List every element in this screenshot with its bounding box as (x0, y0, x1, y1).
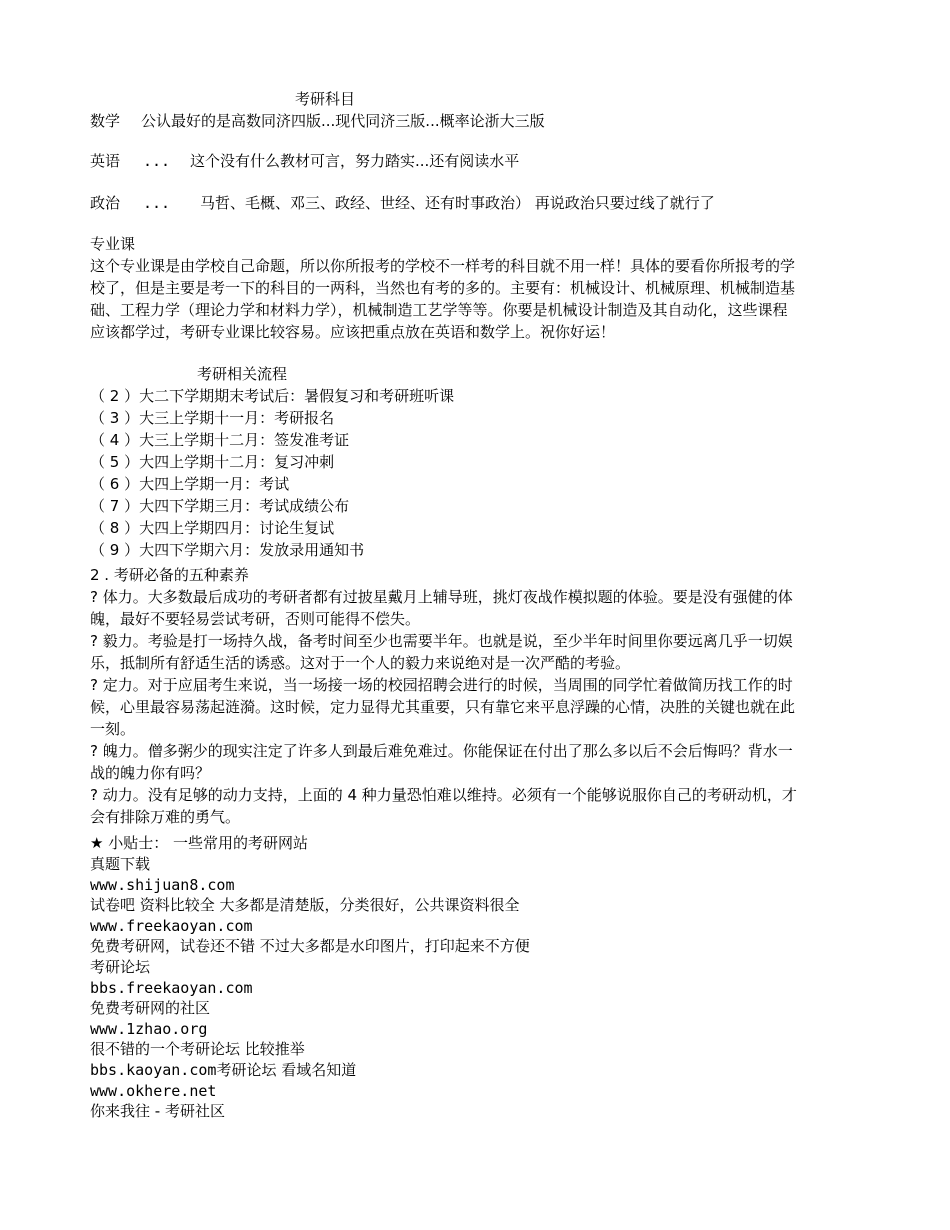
process-list (90, 385, 870, 561)
english-text: 这个没有什么教材可言，努力踏实...还有阅读水平 (190, 152, 520, 170)
qualities-heading: 2 . 考研必备的五种素养 (90, 566, 249, 584)
math-text: 公认最好的是高数同济四版...现代同济三版...概率论浙大三版 (141, 112, 545, 130)
tips-list (90, 854, 870, 1122)
quality-line: 会有排除万难的勇气。 (90, 808, 241, 826)
site-url[interactable]: bbs.freekaoyan.com (90, 978, 253, 997)
quality-line: ? 动力。没有足够的动力支持，上面的 4 种力量恐怕难以维持。必须有一个能够说服你自己的考研动机，才 (90, 786, 797, 804)
process-step: （ 7 ）大四下学期三月：考试成绩公布 (90, 497, 350, 515)
process-step: （ 6 ）大四上学期一月：考试 (90, 475, 290, 493)
quality-line: ? 毅力。考验是打一场持久战，备考时间至少也需要半年。也就是说，至少半年时间里你要远离几乎一切娱 (90, 632, 793, 650)
process-step: （ 4 ）大三上学期十二月：签发准考证 (90, 431, 350, 449)
english-dots: ... (143, 152, 171, 170)
site-url[interactable]: bbs.kaoyan.com (90, 1060, 217, 1079)
process-step: （ 3 ）大三上学期十一月：考研报名 (90, 409, 335, 427)
tips-line: 考研论坛 (90, 957, 151, 976)
site-url[interactable]: www.1zhao.org (90, 1019, 208, 1038)
kaoyan-line (90, 1060, 870, 1081)
quality-line: 候，心里最容易荡起涟漪。这时候，定力显得尤其重要，只有靠它来平息浮躁的心情，决胜的关键也就在此 (90, 698, 796, 716)
math-label: 数学 (90, 112, 121, 130)
quality-line: ? 魄力。僧多粥少的现实注定了许多人到最后难免难过。你能保证在付出了那么多以后不会后悔吗？背水一 (90, 742, 793, 760)
subjects-heading: 考研科目 (295, 90, 356, 108)
quality-line: 乐，抵制所有舒适生活的诱惑。这对于一个人的毅力来说绝对是一次严酷的考验。 (90, 654, 631, 672)
process-step: （ 2 ）大二下学期期末考试后：暑假复习和考研班听课 (90, 387, 455, 405)
tips-line: 免费考研网，试卷还不错 不过大多都是水印图片，打印起来不方便 (90, 937, 530, 956)
process-step: （ 9 ）大四下学期六月：发放录用通知书 (90, 541, 365, 559)
tips-line: 很不错的一个考研论坛 比较推举 (90, 1040, 305, 1059)
major-heading: 专业课 (90, 235, 136, 253)
politics-label: 政治 (90, 194, 121, 212)
site-description: 你来我往 - 考研社区 (90, 1102, 225, 1121)
qualities-paragraph (90, 586, 870, 828)
major-paragraph (90, 255, 870, 343)
quality-line: 一刻。 (90, 720, 136, 738)
major-line: 应该都学过，考研专业课比较容易。应该把重点放在英语和数学上。祝你好运！ (90, 323, 616, 341)
quality-line: 魄，最好不要轻易尝试考研，否则可能得不偿失。 (90, 610, 421, 628)
site-description: 考研论坛 看域名知道 (216, 1060, 357, 1079)
tips-line: 真题下载 (90, 855, 151, 873)
quality-line: ? 体力。大多数最后成功的考研者都有过披星戴月上辅导班，挑灯夜战作模拟题的体验。要是没有强健的体 (90, 588, 793, 606)
english-label: 英语 (90, 152, 121, 170)
process-step: （ 8 ）大四上学期四月：讨论生复试 (90, 519, 335, 537)
politics-dots: ... (143, 194, 171, 212)
process-heading: 考研相关流程 (197, 365, 288, 383)
tips-line: 试卷吧 资料比较全 大多都是清楚版，分类很好，公共课资料很全 (90, 896, 520, 915)
major-line: 础、工程力学（理论力学和材料力学），机械制造工艺学等等。你要是机械设计制造及其自动化，这些课程 (90, 301, 788, 319)
major-line: 这个专业课是由学校自己命题，所以你所报考的学校不一样考的科目就不用一样！具体的要看你所报考的学 (90, 257, 796, 275)
major-line: 校了，但是主要是考一下的科目的一两科，当然也有考的多的。主要有：机械设计、机械原理、机械制造基 (90, 279, 796, 297)
site-url[interactable]: www.shijuan8.com (90, 875, 235, 894)
quality-line: 战的魄力你有吗？ (90, 764, 211, 782)
tips-line: 免费考研网的社区 (90, 999, 211, 1018)
site-url[interactable]: www.freekaoyan.com (90, 916, 253, 935)
tips-heading: ★ 小贴士： 一些常用的考研网站 (90, 834, 308, 852)
site-url[interactable]: www.okhere.net (90, 1081, 217, 1100)
politics-text: 马哲、毛概、邓三、政经、世经、还有时事政治） 再说政治只要过线了就行了 (200, 194, 715, 212)
quality-line: ? 定力。对于应届考生来说，当一场接一场的校园招聘会进行的时候，当周围的同学忙着做简历找工作的时 (90, 676, 793, 694)
process-step: （ 5 ）大四上学期十二月：复习冲刺 (90, 453, 335, 471)
